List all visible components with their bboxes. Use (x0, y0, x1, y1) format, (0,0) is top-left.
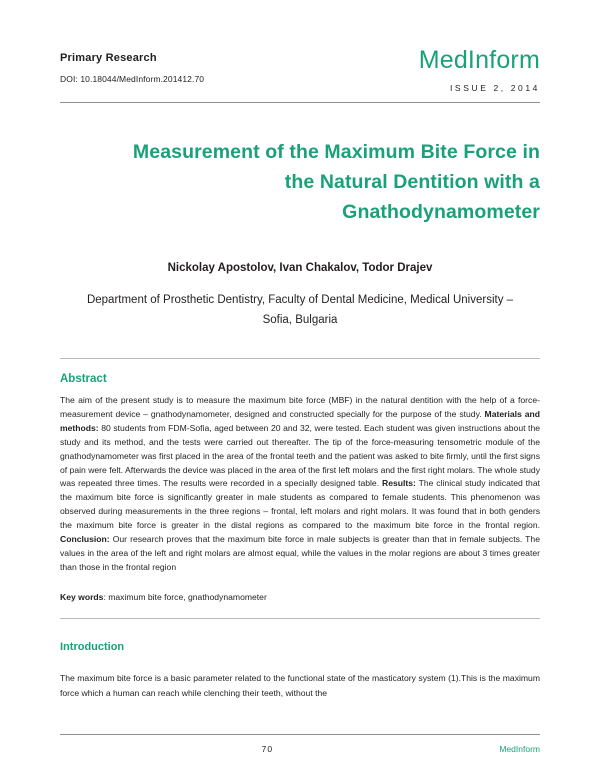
abstract-part-1: The aim of the present study is to measure the maximum bite force (MBF) in the natural dentition with the help of a force-measurement device – gnathodynamometer, designed and constructed specially for the purpose of the study. (60, 394, 540, 419)
keywords-label: Key words (60, 591, 104, 602)
title-line-1: Measurement of the Maximum Bite Force in (132, 141, 540, 163)
header-divider (60, 102, 540, 103)
doi-text: DOI: 10.18044/MedInform.201412.70 (60, 74, 205, 84)
page-header (60, 0, 540, 93)
header-left (60, 48, 204, 84)
footer-journal-name: MedInform (499, 744, 540, 754)
abstract-section (60, 358, 540, 619)
abstract-part-3: The clinical study indicated that the maximum bite force is significantly greater in male students as compared to female students. This phenomenon was observed during measurements in the three regions – frontal, left molars and right molars. It was found that in both genders the maximum bite force is greater in the distal regions as compared to the maximum bite force in the frontal region. (60, 478, 541, 531)
section-label: Primary Research (60, 52, 157, 64)
abstract-part-4: Our research proves that the maximum bite force in male subjects is greater than that in female subjects. The values in the area of the left and right molars are almost equal, while the values in the molar regions are about 3 times greater than those in the frontal region (60, 534, 540, 572)
introduction-paragraph: The maximum bite force is a basic parameter related to the functional state of the masticatory system (1).This is the maximum force which a human can reach while clenching their teeth, without the (60, 672, 540, 698)
header-right (419, 48, 540, 93)
journal-title: MedInform (418, 46, 540, 74)
footer-row (60, 744, 540, 754)
page-title (60, 137, 540, 228)
affiliation-text: Department of Prosthetic Dentistry, Faculty of Dental Medicine, Medical University – Sofia, Bulgaria (86, 293, 514, 326)
abstract-body (60, 394, 540, 575)
abstract-label-conclusion: Conclusion: (60, 534, 110, 545)
abstract-label-results: Results: (381, 478, 416, 489)
abstract-part-2: 80 students from FDM-Sofia, aged between 20 and 32, were tested. Each student was given instructions about the study and its method, and the tests were carried out thereafter. The tip of the force-measuring tensometric module of the gnathodynamometer was first placed in the area of the frontal teeth and the patient was asked to bite firmly, until the first signs of pain were felt. Afterwards the device was placed in the area of the first left molars and the first right molars. The whole study was repeated three times. The results were recorded in a specially designed table. (60, 422, 540, 489)
introduction-heading: Introduction (60, 640, 125, 653)
abstract-heading: Abstract (60, 372, 107, 385)
issue-label: ISSUE 2, 2014 (449, 83, 540, 93)
page-footer (60, 734, 540, 754)
page-number: 70 (261, 744, 274, 754)
title-line-3: Gnathodynamometer (342, 201, 540, 224)
author-list: Nickolay Apostolov, Ivan Chakalov, Todor Drajev (167, 261, 433, 274)
title-line-2: the Natural Dentition with a (284, 171, 540, 194)
footer-divider (60, 734, 540, 735)
keywords-line (60, 592, 540, 602)
keywords-value: : maximum bite force, gnathodynamometer (103, 591, 267, 602)
abstract-label-materials: Materials and methods: (60, 408, 540, 433)
